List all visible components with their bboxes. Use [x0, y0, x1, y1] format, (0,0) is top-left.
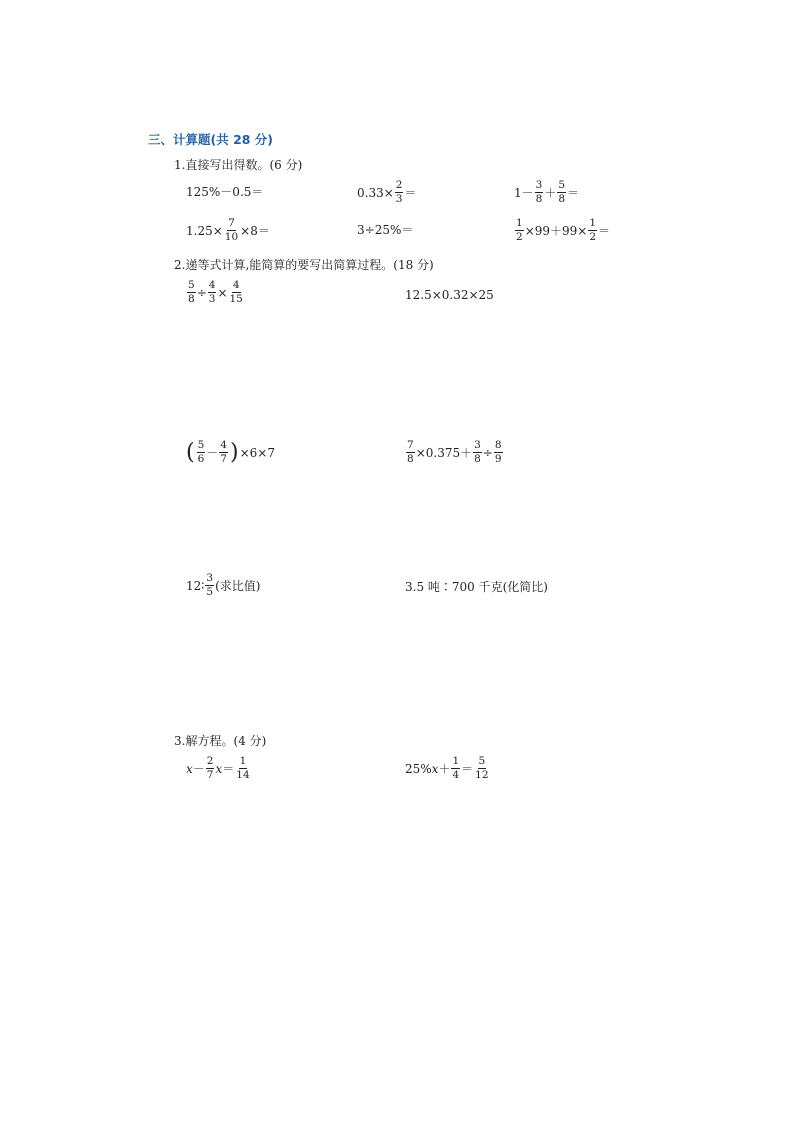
numerator: 5 [478, 756, 487, 769]
numerator: 2 [206, 756, 215, 769]
q3-equation-b [405, 756, 491, 781]
numerator: 4 [208, 280, 217, 293]
numerator: 2 [395, 180, 404, 193]
q1-expr-a [186, 186, 263, 198]
question-1-title: 1.直接写出得数。(6 分) [174, 158, 303, 172]
fraction [395, 180, 404, 205]
fraction [206, 756, 215, 781]
denominator: 5 [206, 586, 214, 599]
question-3-title: 3.解方程。(4 分) [174, 734, 267, 748]
numerator: 1 [239, 756, 248, 769]
numerator: 5 [187, 280, 196, 293]
expr-text: 25% [405, 761, 432, 776]
expr-text: ×99＋99× [524, 223, 588, 238]
fraction [187, 280, 196, 305]
expr-text: (求比值) [215, 578, 261, 593]
variable: x [186, 761, 193, 776]
denominator: 15 [229, 293, 243, 306]
numerator: 3 [535, 180, 544, 193]
fraction [535, 180, 544, 205]
fraction [219, 440, 228, 465]
expr-text: 1－ [514, 185, 534, 200]
numerator: 4 [219, 440, 228, 453]
expr-text: 1.25× [186, 223, 223, 238]
expr-text: ×0.375＋ [415, 445, 473, 460]
numerator: 7 [406, 440, 415, 453]
operator: ＝ [222, 761, 235, 776]
expr-text: 12.5×0.32×25 [405, 288, 494, 302]
variable: x [431, 761, 439, 776]
numerator: 3 [205, 573, 214, 586]
left-paren: ( [186, 439, 195, 465]
operator: × [217, 285, 228, 300]
denominator: 7 [206, 769, 214, 782]
q2-expr-e [186, 573, 260, 598]
denominator: 10 [224, 231, 239, 244]
operator: ÷ [482, 445, 493, 460]
denominator: 14 [236, 769, 250, 782]
fraction [474, 756, 489, 781]
expr-text: 3÷25%＝ [357, 223, 414, 237]
expr-text: ＝ [404, 185, 417, 200]
denominator: 3 [208, 293, 216, 306]
expr-text: 3.5 吨∶700 千克(化简比) [405, 580, 548, 594]
expr-text: 12∶ [186, 578, 205, 593]
denominator: 2 [589, 231, 597, 244]
q2-expr-c [185, 440, 275, 465]
fraction [235, 756, 250, 781]
question-2-title: 2.递等式计算,能简算的要写出简算过程。(18 分) [174, 258, 434, 272]
operator: ＋ [438, 761, 451, 776]
operator: － [192, 761, 205, 776]
numerator: 3 [473, 440, 482, 453]
denominator: 8 [558, 193, 566, 206]
denominator: 7 [220, 453, 227, 466]
operator: ＝ [461, 761, 474, 776]
denominator: 9 [494, 453, 502, 466]
expr-text: ×8＝ [240, 223, 270, 238]
operator: － [206, 445, 219, 460]
q2-expr-b [405, 289, 494, 301]
fraction [515, 218, 524, 243]
q2-expr-d [405, 440, 504, 465]
numerator: 4 [232, 280, 241, 293]
fraction [197, 440, 206, 465]
q3-equation-a [186, 756, 252, 781]
denominator: 12 [475, 769, 489, 782]
denominator: 8 [407, 453, 414, 466]
numerator: 8 [494, 440, 503, 453]
denominator: 8 [188, 293, 195, 306]
fraction [451, 756, 460, 781]
fraction [224, 218, 239, 243]
q1-expr-f [514, 218, 610, 243]
numerator: 1 [515, 218, 524, 231]
fraction [406, 440, 415, 465]
denominator: 3 [395, 193, 403, 206]
q1-expr-e [357, 224, 413, 236]
denominator: 8 [535, 193, 543, 206]
fraction [557, 180, 566, 205]
expr-text: ＋ [544, 185, 557, 200]
expr-text: ＝ [567, 185, 580, 200]
fraction [473, 440, 482, 465]
numerator: 1 [588, 218, 597, 231]
denominator: 4 [452, 769, 460, 782]
numerator: 1 [451, 756, 460, 769]
q2-expr-a [186, 280, 245, 305]
expr-text: ＝ [598, 223, 611, 238]
denominator: 8 [474, 453, 481, 466]
expr-text: 125%－0.5＝ [186, 185, 264, 199]
fraction [494, 440, 503, 465]
expr-text: 0.33× [357, 185, 394, 200]
numerator: 7 [227, 218, 236, 231]
section-title: 三、计算题(共 28 分) [148, 132, 274, 147]
right-paren: ) [229, 439, 239, 465]
q2-expr-f [405, 581, 548, 593]
operator: ÷ [196, 285, 207, 300]
denominator: 6 [197, 453, 205, 466]
expr-text: ×6×7 [239, 445, 275, 460]
fraction [588, 218, 597, 243]
fraction [205, 573, 214, 598]
variable: x [215, 761, 223, 776]
numerator: 5 [197, 440, 206, 453]
denominator: 2 [516, 231, 523, 244]
fraction [229, 280, 244, 305]
numerator: 5 [557, 180, 566, 193]
q1-expr-b [357, 180, 416, 205]
q1-expr-d [186, 218, 270, 243]
fraction [208, 280, 217, 305]
q1-expr-c [514, 180, 579, 205]
